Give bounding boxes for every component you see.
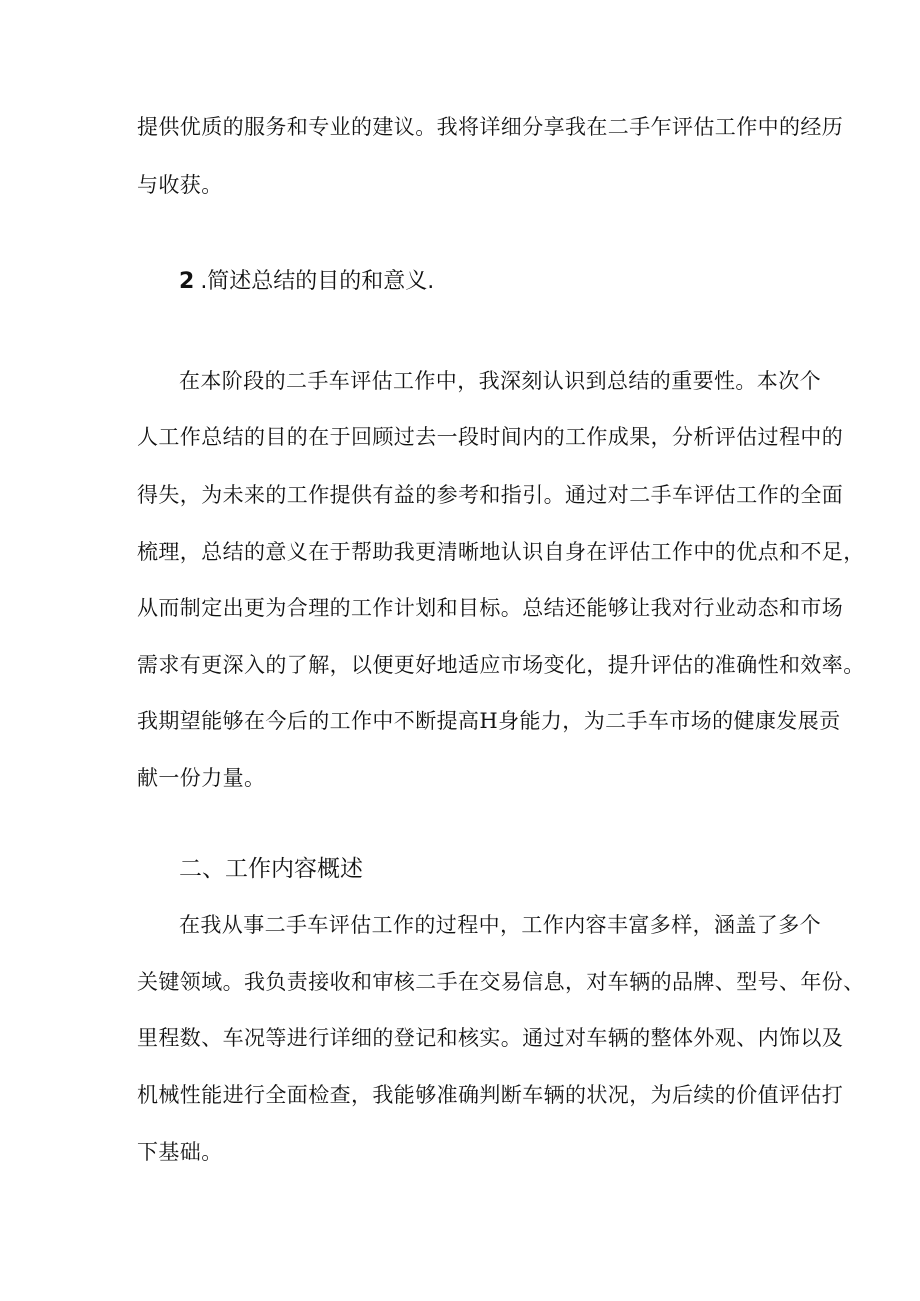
section-heading bbox=[179, 267, 434, 297]
chapter-heading: 二、工作内容概述 bbox=[179, 856, 363, 882]
paragraph-line: 需求有更深入的了解，以便更好地适应市场变化，提升评估的准确性和效率。 bbox=[137, 653, 865, 677]
paragraph-line: 机械性能进行全面检查，我能够准确判断车辆的状况，为后续的价值评估打 bbox=[137, 1083, 844, 1107]
paragraph-line: 我期望能够在今后的工作中不断提高H身能力，为二手车市场的健康发展贡 bbox=[137, 709, 841, 733]
paragraph-line: 人工作总结的目的在于回顾过去一段时间内的工作成果，分析评估过程中的 bbox=[137, 425, 844, 449]
paragraph-line: 关键领域。我负责接收和审核二手在交易信息，对车辆的品牌、型号、年份、 bbox=[137, 970, 865, 994]
paragraph-line: 从而制定出更为合理的工作计划和目标。总结还能够让我对行业动态和市场 bbox=[137, 596, 844, 620]
paragraph-line: 与收获。 bbox=[137, 173, 223, 197]
paragraph-line: 得失，为未来的工作提供有益的参考和指引。通过对二手车评估工作的全面 bbox=[137, 483, 844, 507]
paragraph-line: 里程数、车况等进行详细的登记和核实。通过对车辆的整体外观、内饰以及 bbox=[137, 1026, 844, 1050]
paragraph-line: 梳理，总结的意义在于帮助我更清晰地认识自身在评估工作中的优点和不足， bbox=[137, 540, 865, 564]
paragraph-line: 献一份力量。 bbox=[137, 766, 266, 790]
section-number: 2 bbox=[179, 269, 195, 294]
paragraph-line: 提供优质的服务和专业的建议。我将详细分享我在二手乍评估工作中的经历 bbox=[137, 115, 844, 139]
section-title: .简述总结的目的和意义. bbox=[200, 269, 435, 294]
paragraph-line: 在我从事二手车评估工作的过程中，工作内容丰富多样，涵盖了多个 bbox=[179, 913, 821, 937]
paragraph-line: 在本阶段的二手车评估工作中，我深刻认识到总结的重要性。本次个 bbox=[179, 369, 821, 393]
paragraph-line: 下基础。 bbox=[137, 1140, 223, 1164]
